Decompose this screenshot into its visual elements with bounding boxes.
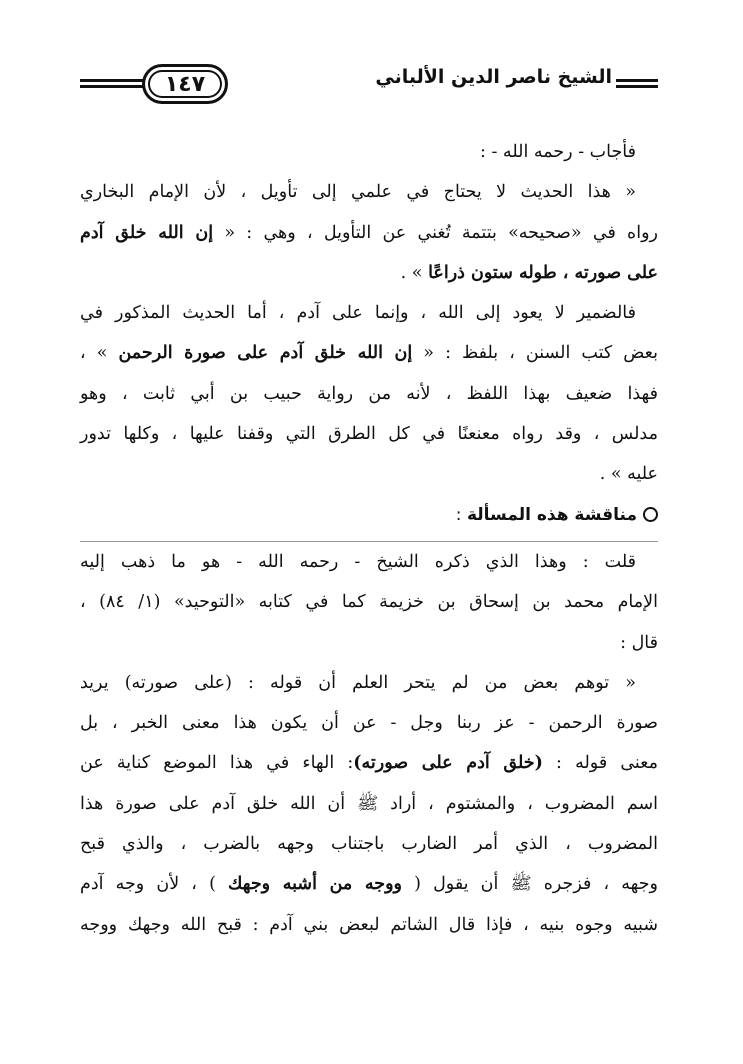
line-text: : الهاء في هذا الموضع كناية عن <box>80 753 354 774</box>
paragraph-5-line-2 <box>80 703 658 743</box>
heading-colon: : <box>455 504 467 525</box>
paragraph-5-line-5 <box>80 824 658 864</box>
paragraph-3-line-3 <box>80 374 658 414</box>
paragraph-3-line-2 <box>80 333 658 373</box>
line-text: فالضمير لا يعود إلى الله ، وإنما على آدم ، أما الحديث المذكور في <box>80 303 636 324</box>
paragraph-1 <box>80 132 658 172</box>
paragraph-5-line-7 <box>80 905 658 945</box>
line-text: « توهم بعض من لم يتحر العلم أن قوله : (على صورته) يريد <box>80 672 636 693</box>
page-number: ١٤٧ <box>142 64 228 104</box>
paragraph-4-line-1 <box>80 542 658 582</box>
hadith-text: على صورته ، طوله ستون ذراعًا <box>428 262 658 283</box>
p1-text: فأجاب - رحمه الله - : <box>480 142 636 162</box>
line-text: » . <box>400 262 429 283</box>
line-text: المضروب ، الذي أمر الضارب باجتناب وجهه بالضرب ، والذي قبح <box>80 834 658 855</box>
paragraph-5-line-3 <box>80 743 658 783</box>
line-text: رواه في «صحيحه» بتتمة تُغني عن التأويل ، وهي : « <box>213 222 658 243</box>
hadith-text: إن الله خلق آدم على صورة الرحمن <box>118 343 413 364</box>
running-title: الشيخ ناصر الدين الألباني <box>375 66 612 88</box>
page-header <box>80 62 658 106</box>
header-rule-right-top <box>616 79 658 82</box>
paragraph-5-line-1 <box>80 663 658 703</box>
section-heading <box>80 495 658 535</box>
paragraph-3-line-4 <box>80 414 658 454</box>
paragraph-4-line-3 <box>80 623 658 663</box>
hadith-text: ووجه من أشبه وجهك <box>228 874 403 895</box>
line-text: الإمام محمد بن إسحاق بن خزيمة كما في كتابه «التوحيد» (١/ ٨٤) ، <box>80 592 658 613</box>
hadith-text: إن الله خلق آدم <box>80 222 214 243</box>
paragraph-5-line-6 <box>80 864 658 904</box>
paragraph-4-line-2 <box>80 582 658 622</box>
paragraph-3-line-1 <box>80 293 658 333</box>
line-text: مدلس ، وقد رواه معنعنًا في كل الطرق التي وقفنا عليها ، وكلها تدور <box>80 424 658 445</box>
line-text: بعض كتب السنن ، بلفظ : « <box>412 343 658 364</box>
line-text: وجهه ، فزجره ﷺ أن يقول ( <box>402 874 658 895</box>
line-text: شبيه وجوه بنيه ، فإذا قال الشاتم لبعض بني آدم : قبح الله وجهك ووجه <box>80 914 658 935</box>
line-text: قال : <box>620 632 658 653</box>
line-text: قلت : وهذا الذي ذكره الشيخ - رحمه الله - هو ما ذهب إليه <box>80 551 636 572</box>
page-body <box>80 132 658 945</box>
line-text: فهذا ضعيف بهذا اللفظ ، لأنه من رواية حبيب بن أبي ثابت ، وهو <box>80 383 658 404</box>
paragraph-3-line-5 <box>80 454 658 494</box>
quote-line-1 <box>80 172 658 212</box>
quote-line-3 <box>80 253 658 293</box>
line-text: « هذا الحديث لا يحتاج في علمي إلى تأويل ، لأن الإمام البخاري <box>80 182 636 203</box>
line-text: اسم المضروب ، والمشتوم ، أراد ﷺ أن الله خلق آدم على صورة هذا <box>80 793 658 814</box>
line-text: عليه » . <box>599 464 658 485</box>
hadith-text: (خلق آدم على صورته) <box>353 753 543 774</box>
header-rule-right-bottom <box>616 85 658 88</box>
paragraph-5-line-4 <box>80 784 658 824</box>
heading-text: مناقشة هذه المسألة <box>466 504 637 525</box>
line-text: صورة الرحمن - عز ربنا وجل - عن أن يكون هذا معنى الخبر ، بل <box>80 713 658 734</box>
line-text: معنى قوله : <box>542 753 659 774</box>
circle-bullet-icon <box>643 507 658 522</box>
line-text: ) ، لأن وجه آدم <box>80 874 229 895</box>
line-text: » ، <box>80 343 119 364</box>
quote-line-2 <box>80 213 658 253</box>
